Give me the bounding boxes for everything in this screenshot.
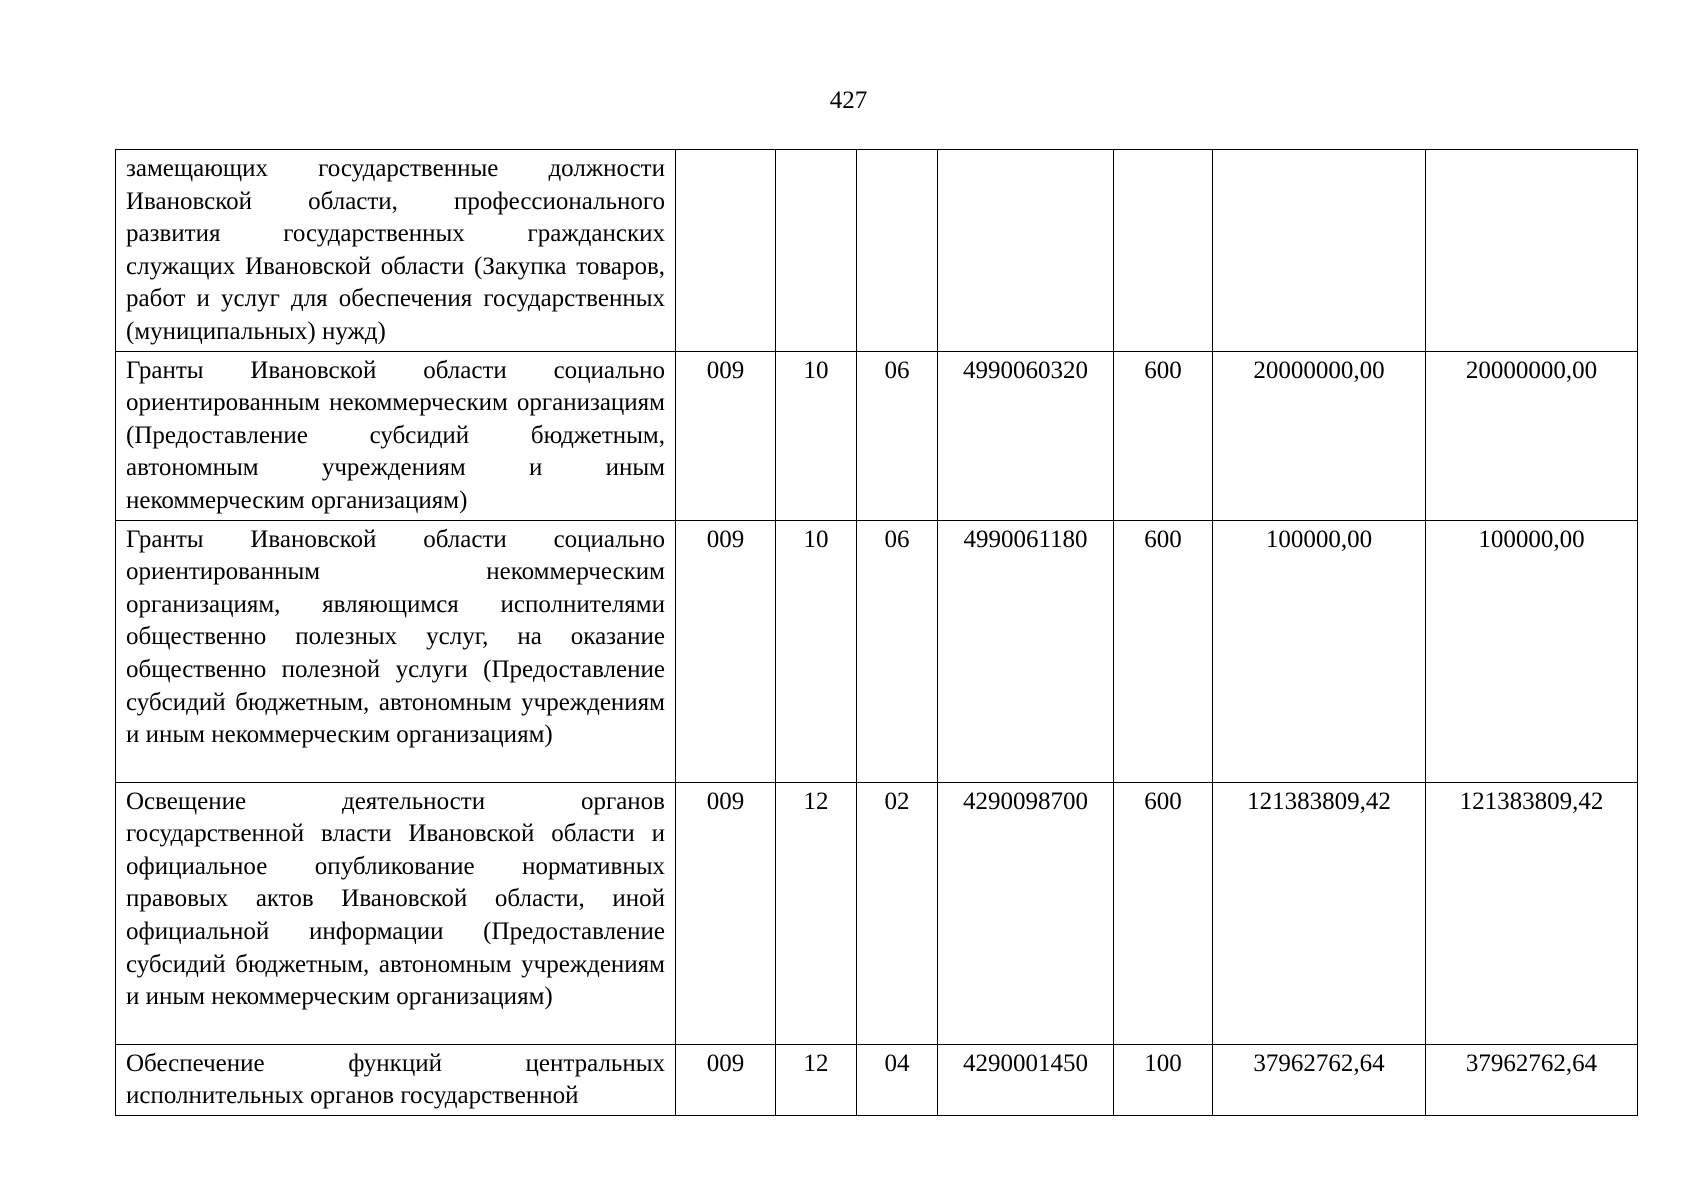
subsection-code: 06 bbox=[857, 520, 938, 782]
amount-second-year: 37962762,64 bbox=[1426, 1044, 1638, 1115]
section-code: 12 bbox=[776, 1044, 857, 1115]
table-row bbox=[116, 351, 1638, 520]
target-article-code: 4990060320 bbox=[938, 351, 1114, 520]
subsection-code: 06 bbox=[857, 351, 938, 520]
amount-first-year: 37962762,64 bbox=[1213, 1044, 1426, 1115]
ministry-code: 009 bbox=[676, 782, 776, 1044]
ministry-code: 009 bbox=[676, 1044, 776, 1115]
amount-second-year: 100000,00 bbox=[1426, 520, 1638, 782]
ministry-code bbox=[676, 150, 776, 352]
ministry-code: 009 bbox=[676, 520, 776, 782]
target-article-code bbox=[938, 150, 1114, 352]
target-article-code: 4290098700 bbox=[938, 782, 1114, 1044]
expense-type-code: 100 bbox=[1114, 1044, 1213, 1115]
amount-second-year: 20000000,00 bbox=[1426, 351, 1638, 520]
row-description: замещающих государственные должности Ивановской области, профессионального развития государственных гражданских служащих Ивановской области (Закупка товаров, работ и услуг для обеспечения государственных (муниципальных) нужд) bbox=[116, 150, 676, 352]
table-row bbox=[116, 782, 1638, 1044]
amount-second-year bbox=[1426, 150, 1638, 352]
expense-type-code: 600 bbox=[1114, 351, 1213, 520]
amount-first-year bbox=[1213, 150, 1426, 352]
section-code bbox=[776, 150, 857, 352]
row-description: Обеспечение функций центральных исполнительных органов государственной bbox=[116, 1044, 676, 1115]
subsection-code bbox=[857, 150, 938, 352]
row-description: Гранты Ивановской области социально ориентированным некоммерческим организациям (Предоставление субсидий бюджетным, автономным учреждениям и иным некоммерческим организациям) bbox=[116, 351, 676, 520]
amount-first-year: 20000000,00 bbox=[1213, 351, 1426, 520]
section-code: 10 bbox=[776, 351, 857, 520]
expense-type-code: 600 bbox=[1114, 520, 1213, 782]
expense-type-code bbox=[1114, 150, 1213, 352]
amount-first-year: 121383809,42 bbox=[1213, 782, 1426, 1044]
amount-first-year: 100000,00 bbox=[1213, 520, 1426, 782]
table-row bbox=[116, 150, 1638, 352]
amount-second-year: 121383809,42 bbox=[1426, 782, 1638, 1044]
subsection-code: 02 bbox=[857, 782, 938, 1044]
section-code: 10 bbox=[776, 520, 857, 782]
row-description: Гранты Ивановской области социально ориентированным некоммерческим организациям, являющимся исполнителями общественно полезных услуг, на оказание общественно полезной услуги (Предоставление субсидий бюджетным, автономным учреждениям и иным некоммерческим организациям) bbox=[116, 520, 676, 782]
target-article-code: 4290001450 bbox=[938, 1044, 1114, 1115]
section-code: 12 bbox=[776, 782, 857, 1044]
page-number: 427 bbox=[829, 87, 868, 114]
subsection-code: 04 bbox=[857, 1044, 938, 1115]
ministry-code: 009 bbox=[676, 351, 776, 520]
expense-type-code: 600 bbox=[1114, 782, 1213, 1044]
table-row bbox=[116, 520, 1638, 782]
target-article-code: 4990061180 bbox=[938, 520, 1114, 782]
budget-table bbox=[115, 149, 1638, 1116]
row-description: Освещение деятельности органов государственной власти Ивановской области и официальное опубликование нормативных правовых актов Ивановской области, иной официальной информации (Предоставление субсидий бюджетным, автономным учреждениям и иным некоммерческим организациям) bbox=[116, 782, 676, 1044]
table-row bbox=[116, 1044, 1638, 1115]
